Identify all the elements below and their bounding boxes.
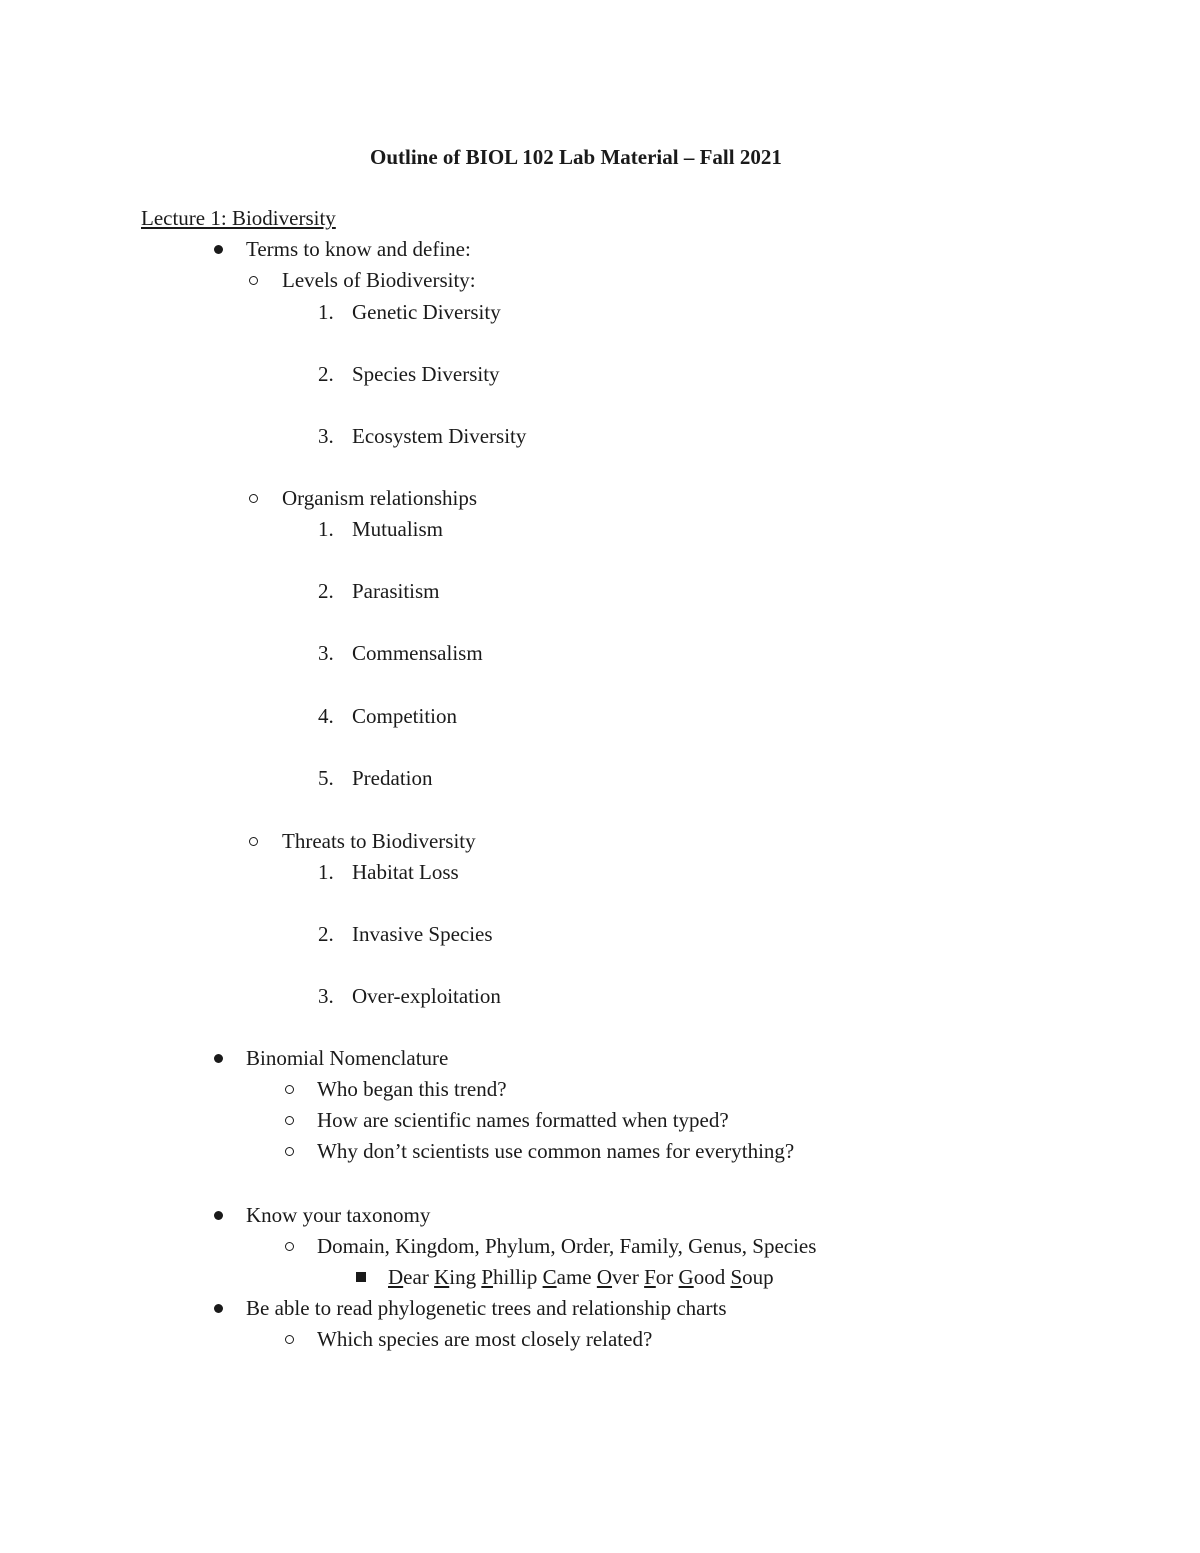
binomial-label: Binomial Nomenclature xyxy=(246,1046,449,1070)
bullet-circle-icon xyxy=(249,494,258,503)
mnemonic-initial: S xyxy=(730,1265,743,1289)
mnemonic-word: Over xyxy=(596,1265,639,1289)
list-item: Ecosystem Diversity xyxy=(352,424,527,448)
list-item: Mutualism xyxy=(352,517,444,541)
bullet-circle-icon xyxy=(249,276,258,285)
mnemonic-initial: G xyxy=(678,1265,694,1289)
list-number: 2. xyxy=(318,579,334,603)
mnemonic-initial: F xyxy=(644,1265,656,1289)
mnemonic-word: Soup xyxy=(730,1265,774,1289)
mnemonic-word: Good xyxy=(678,1265,726,1289)
bullet-disc-icon xyxy=(214,1054,223,1063)
mnemonic-initial: P xyxy=(481,1265,494,1289)
bullet-disc-icon xyxy=(214,245,223,254)
levels-label: Levels of Biodiversity: xyxy=(282,268,476,292)
list-number: 4. xyxy=(318,704,334,728)
taxonomy-label: Know your taxonomy xyxy=(246,1203,431,1227)
mnemonic-initial: C xyxy=(542,1265,557,1289)
bullet-circle-icon xyxy=(285,1335,294,1344)
mnemonic-initial: O xyxy=(596,1265,613,1289)
list-item: Which species are most closely related? xyxy=(317,1327,653,1351)
list-number: 5. xyxy=(318,766,334,790)
mnemonic-word: Phillip xyxy=(481,1265,538,1289)
list-item: Species Diversity xyxy=(352,362,500,386)
list-number: 3. xyxy=(318,641,334,665)
list-number: 1. xyxy=(318,300,334,324)
bullet-circle-icon xyxy=(285,1147,294,1156)
list-item: Parasitism xyxy=(352,579,440,603)
list-number: 1. xyxy=(318,860,334,884)
bullet-square-icon xyxy=(356,1272,366,1282)
list-item: Predation xyxy=(352,766,433,790)
mnemonic-word: Dear xyxy=(388,1265,429,1289)
relationships-label: Organism relationships xyxy=(282,486,478,510)
list-number: 3. xyxy=(318,424,334,448)
mnemonic-word: Came xyxy=(542,1265,592,1289)
bullet-circle-icon xyxy=(249,837,258,846)
bullet-circle-icon xyxy=(285,1242,294,1251)
list-number: 1. xyxy=(318,517,334,541)
mnemonic-initial: D xyxy=(388,1265,404,1289)
taxonomy-ranks: Domain, Kingdom, Phylum, Order, Family, Genus, Species xyxy=(317,1234,817,1258)
terms-label: Terms to know and define: xyxy=(246,237,471,261)
list-item: Genetic Diversity xyxy=(352,300,501,324)
taxonomy-mnemonic xyxy=(388,1264,774,1290)
phylogeny-label: Be able to read phylogenetic trees and relationship charts xyxy=(246,1296,727,1320)
document-title: Outline of BIOL 102 Lab Material – Fall 2021 xyxy=(370,145,782,169)
list-item: Commensalism xyxy=(352,641,483,665)
bullet-circle-icon xyxy=(285,1085,294,1094)
mnemonic-word: For xyxy=(644,1265,674,1289)
bullet-disc-icon xyxy=(214,1304,223,1313)
list-item: Who began this trend? xyxy=(317,1077,507,1101)
mnemonic-word: King xyxy=(434,1265,477,1289)
list-item: How are scientific names formatted when typed? xyxy=(317,1108,729,1132)
list-item: Habitat Loss xyxy=(352,860,459,884)
lecture-heading: Lecture 1: Biodiversity xyxy=(141,206,336,230)
list-item: Invasive Species xyxy=(352,922,493,946)
threats-label: Threats to Biodiversity xyxy=(282,829,476,853)
list-number: 2. xyxy=(318,362,334,386)
mnemonic-initial: K xyxy=(434,1265,450,1289)
list-item: Over-exploitation xyxy=(352,984,501,1008)
list-number: 2. xyxy=(318,922,334,946)
bullet-circle-icon xyxy=(285,1116,294,1125)
list-item: Why don’t scientists use common names for everything? xyxy=(317,1139,795,1163)
bullet-disc-icon xyxy=(214,1211,223,1220)
list-number: 3. xyxy=(318,984,334,1008)
list-item: Competition xyxy=(352,704,457,728)
